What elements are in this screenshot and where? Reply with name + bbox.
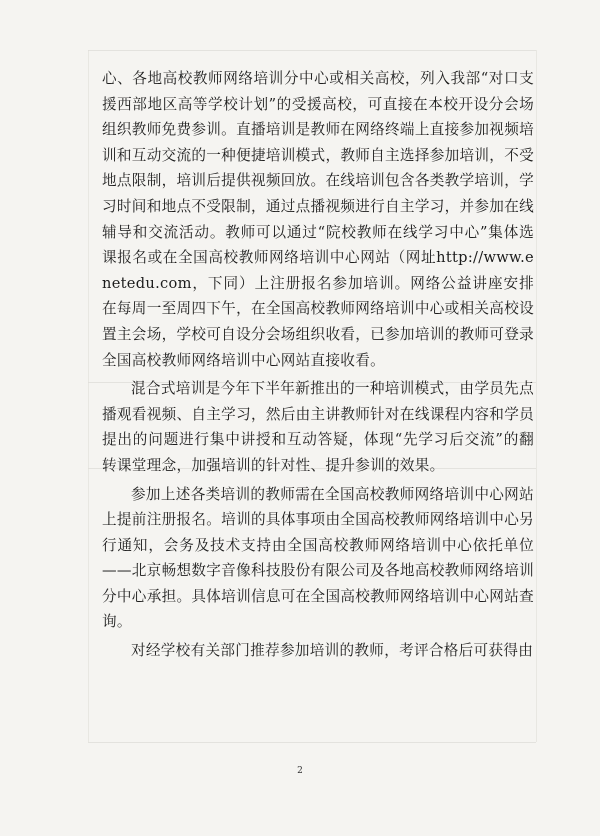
show-through-line: [536, 50, 537, 742]
paragraph-registration: 参加上述各类培训的教师需在全国高校教师网络培训中心网站上提前注册报名。培训的具体事项由全国高校教师网络培训中心另行通知，会务及技术支持由全国高校教师网络培训中心依托单位——北京畅想数字音像科技股份有限公司及各地高校教师网络培训分中心承担。具体培训信息可在全国高校教师网络培训中心网站查询。: [102, 485, 534, 631]
paragraph-continued: 心、各地高校教师网络培训分中心或相关高校，列入我部“对口支援西部地区高等学校计划”的受援高校，可直接在本校开设分会场组织教师免费参训。直播培训是教师在网络终端上直接参加视频培训和互动交流的一种便捷培训模式，教师自主选择参加培训，不受地点限制，培训后提供视频回放。在线培训包含各类教学培训，学习时间和地点不受限制，通过点播视频进行自主学习，并参加在线辅导和交流活动。教师可以通过“院校教师在线学习中心”集体选课报名或在全国高校教师网络培训中心网站（网址http://www.enetedu.com，下同）上注册报名参加培训。网络公益讲座安排在每周一至周四下午，在全国高校教师网络培训中心或相关高校设置主会场，学校可自设分会场组织收看，已参加培训的教师可登录全国高校教师网络培训中心网站直接收看。: [102, 70, 534, 369]
show-through-line: [88, 50, 89, 742]
paragraph-assessment: 对经学校有关部门推荐参加培训的教师，考评合格后可获得由: [131, 642, 534, 660]
document-body: [102, 66, 534, 664]
paragraph-blended-training: 混合式培训是今年下半年新推出的一种培训模式，由学员先点播观看视频、自主学习，然后由主讲教师针对在线课程内容和学员提出的问题进行集中讲授和互动答疑，体现“先学习后交流”的翻转课堂理念，加强培训的针对性、提升参训的效果。: [102, 380, 534, 474]
show-through-line: [88, 742, 536, 743]
page-number: 2: [297, 766, 303, 776]
show-through-line: [88, 50, 536, 51]
